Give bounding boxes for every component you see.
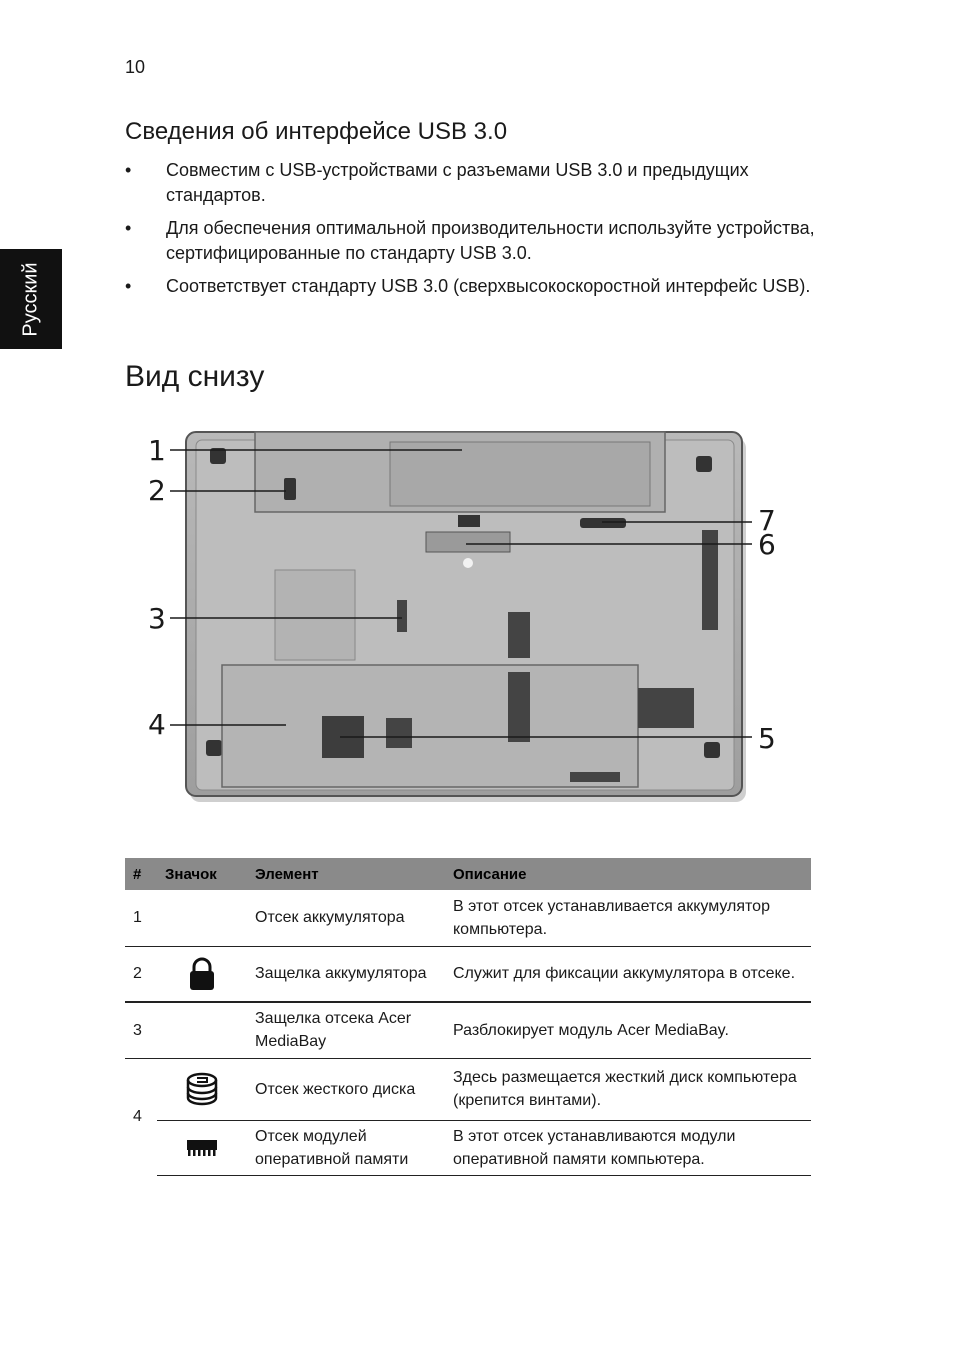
callout-2: 2 [148,474,166,507]
bullet-text: Соответствует стандарту USB 3.0 (сверхвысокоскоростной интерфейс USB). [166,276,811,296]
callout-3: 3 [148,602,166,635]
usb-section-heading: Сведения об интерфейсе USB 3.0 [125,118,508,145]
row-number: 3 [125,1002,157,1058]
row-element: Отсек жесткого диска [247,1058,445,1120]
laptop-bottom-figure [140,420,800,820]
list-item [125,158,815,208]
callout-4: 4 [148,708,166,741]
language-tab-label: Русский [19,261,42,337]
row-icon-empty [157,1002,247,1058]
language-tab [0,249,62,349]
bullet-text: Совместим с USB-устройствами с разъемами USB 3.0 и предыдущих стандартов. [166,160,749,205]
bullet-dot: • [125,276,132,296]
bottom-view-title: Вид снизу [125,360,265,393]
col-header-icon: Значок [157,858,247,890]
row-description: Здесь размещается жесткий диск компьютера (крепится винтами). [445,1058,811,1120]
bullet-dot: • [125,218,132,238]
row-number: 2 [125,946,157,1002]
col-header-description: Описание [445,858,811,890]
list-item [125,216,815,266]
hdd-icon [165,1072,239,1106]
col-header-element: Элемент [247,858,445,890]
row-icon [157,946,247,1002]
callout-1: 1 [148,434,166,467]
laptop-bottom-illustration [140,420,800,820]
page-number: 10 [125,57,146,77]
callout-7: 7 [758,504,776,537]
row-description: Разблокирует модуль Acer MediaBay. [445,1002,811,1058]
lock-icon [165,957,239,991]
row-icon [157,1058,247,1120]
mediabay-latch [397,600,407,632]
table-header-row [125,858,811,890]
callout-5: 5 [758,722,776,755]
row-description: Служит для фиксации аккумулятора в отсеке. [445,946,811,1002]
battery-lock-latch [284,478,296,500]
callout-6: 6 [758,528,776,561]
bullet-dot: • [125,160,132,180]
components-table [125,858,811,1176]
list-item [125,274,815,299]
bullet-text: Для обеспечения оптимальной производительности используйте устройства, сертифицированные по стандарту USB 3.0. [166,218,815,263]
table-row [125,1058,811,1120]
row-icon [157,1120,247,1175]
table-row [125,1120,811,1175]
row-icon-empty [157,890,247,946]
table-row [125,946,811,1002]
row-element: Отсек модулей оперативной памяти [247,1120,445,1175]
table-row [125,890,811,946]
row-description: В этот отсек устанавливаются модули оперативной памяти компьютера. [445,1120,811,1175]
table-row [125,1002,811,1058]
row-element: Отсек аккумулятора [247,890,445,946]
row-number: 1 [125,890,157,946]
row-number: 4 [133,1108,142,1126]
row-element: Защелка аккумулятора [247,946,445,1002]
row-element: Защелка отсека Acer MediaBay [247,1002,445,1058]
row-description: В этот отсек устанавливается аккумулятор компьютера. [445,890,811,946]
memory-icon [165,1137,239,1159]
usb-bullet-list [125,158,815,307]
hdd-memory-bay [222,665,638,787]
col-header-number: # [125,858,157,890]
